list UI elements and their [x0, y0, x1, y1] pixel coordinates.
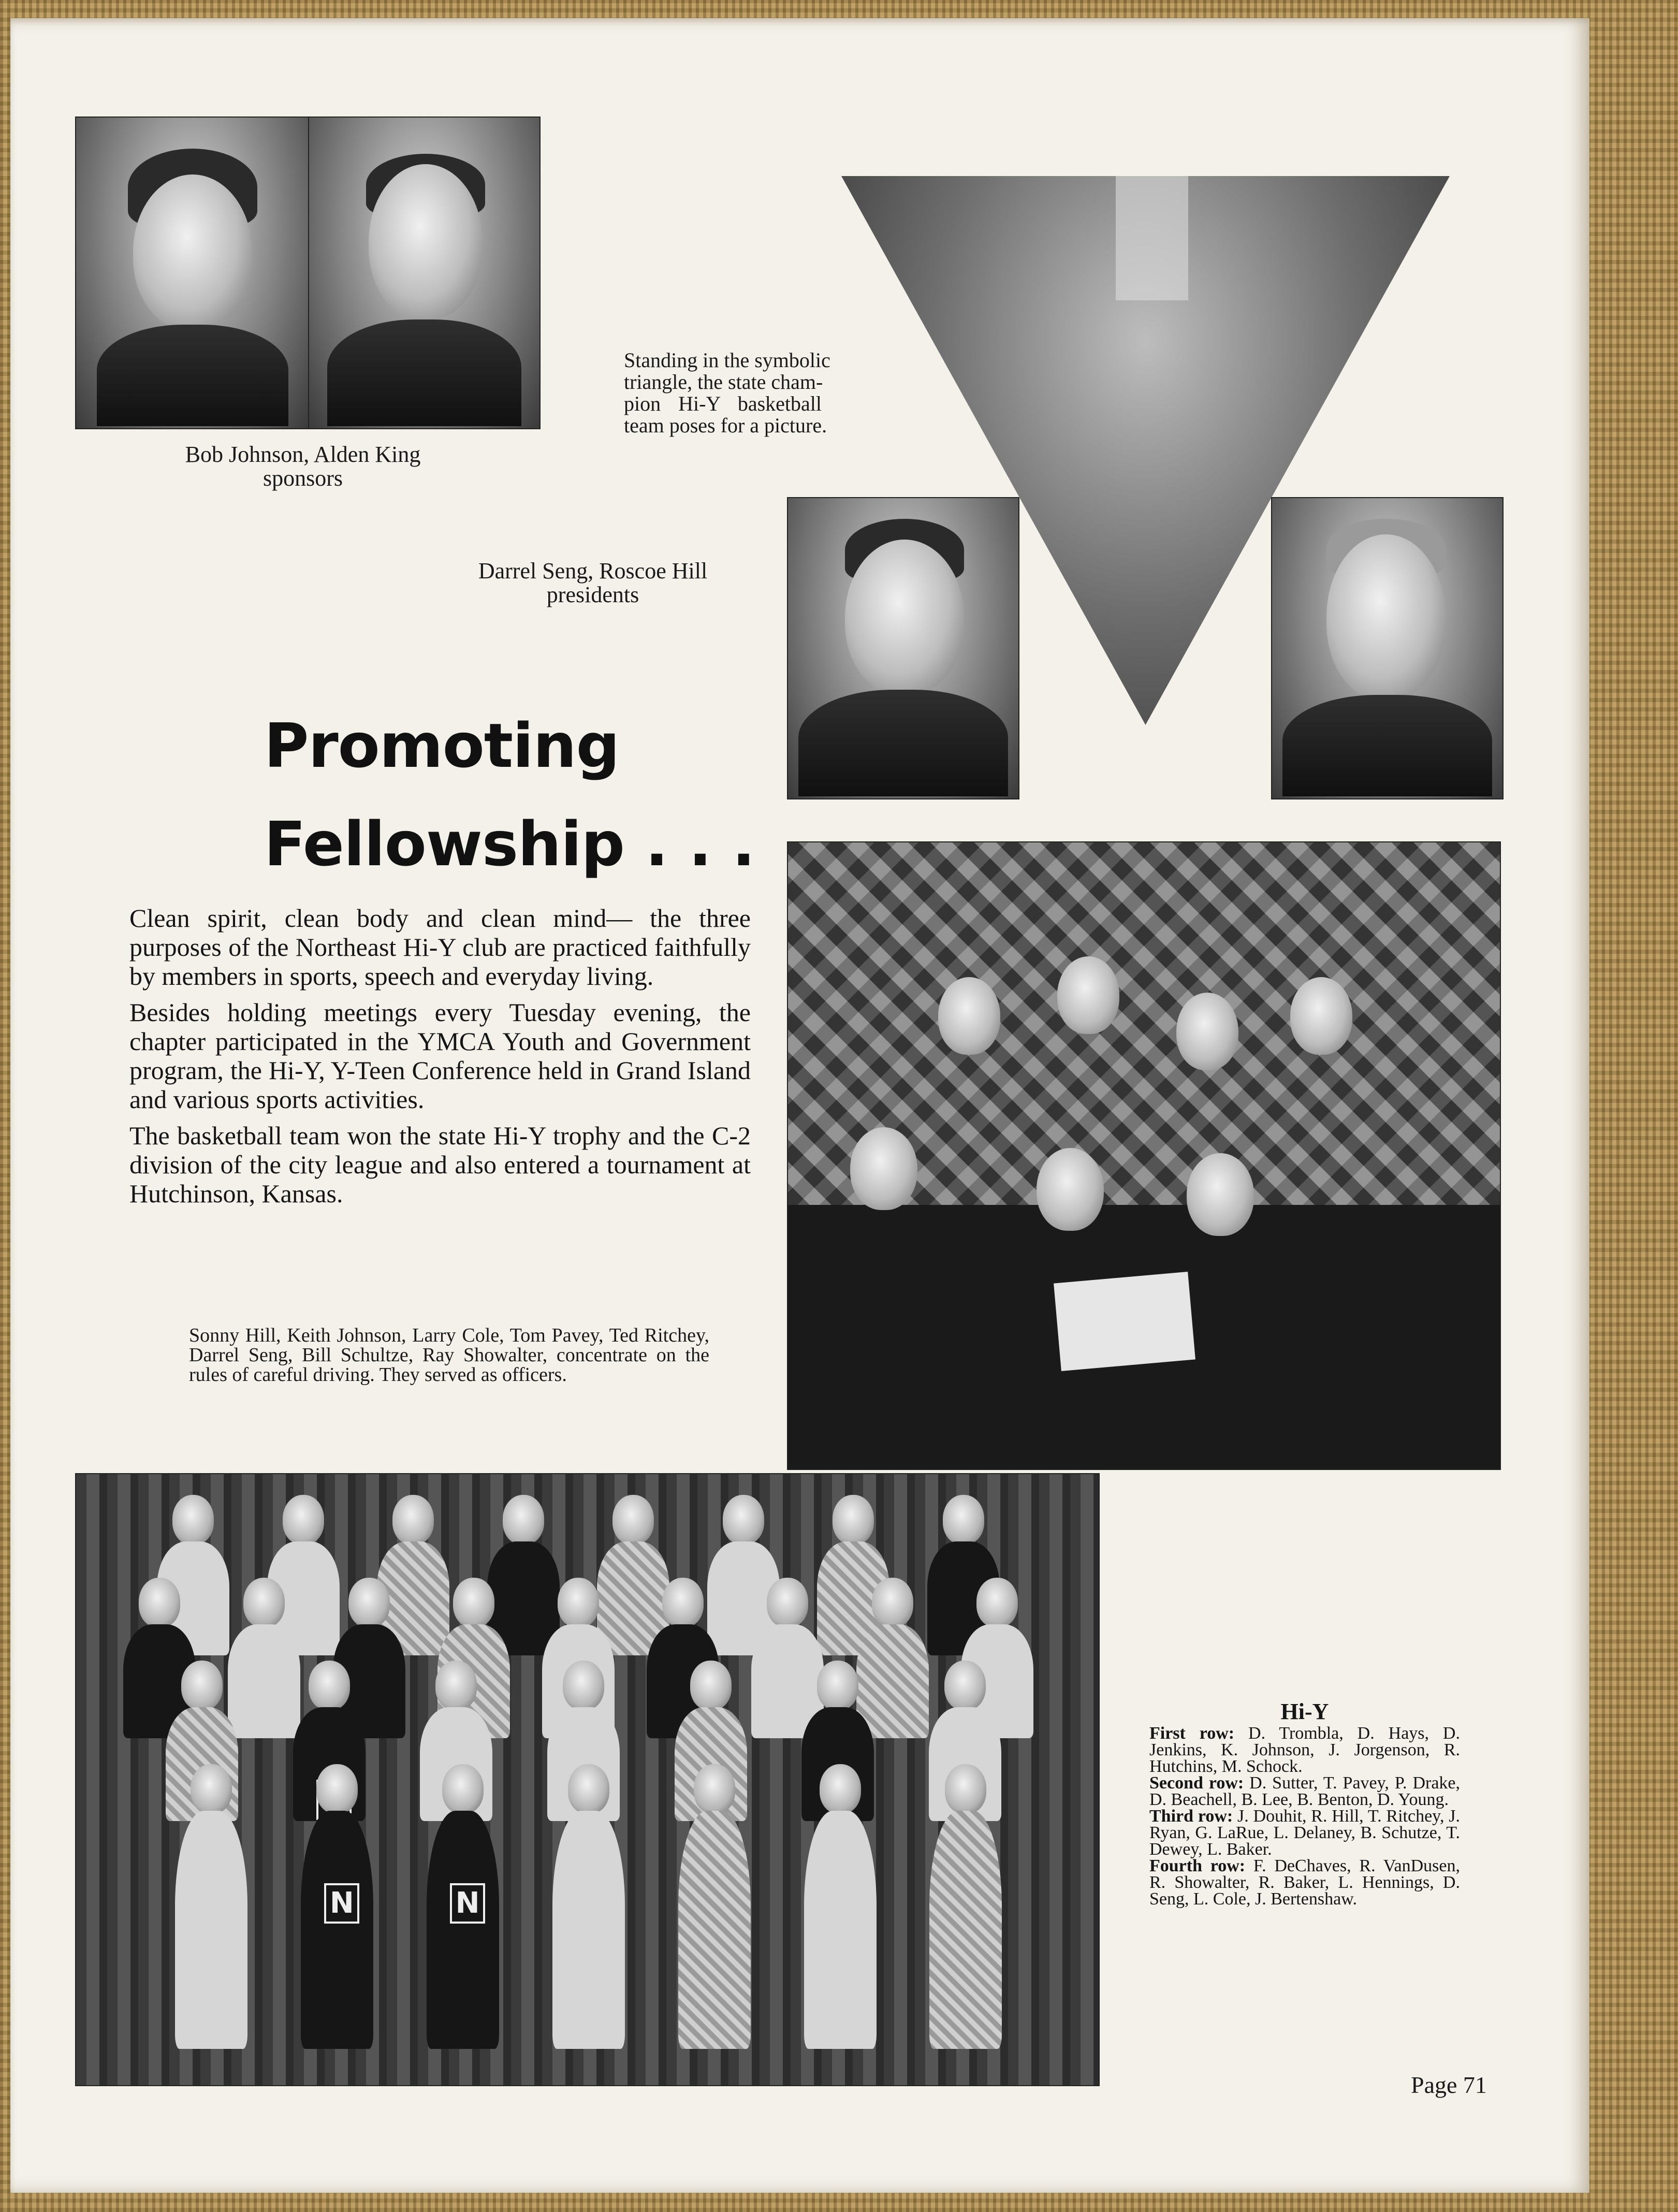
sponsors-names: Bob Johnson, Alden King — [185, 442, 421, 467]
roster-row-label: Second row: — [1149, 1773, 1244, 1793]
officers-photo — [787, 841, 1501, 1470]
president-photo-roscoe-hill — [1271, 497, 1504, 799]
sponsors-role: sponsors — [262, 465, 343, 491]
roster-row — [1149, 1858, 1460, 1908]
roster-row-names: F. DeChaves, R. VanDusen, R. Showalter, R. Baker, L. Hennings, D. Seng, L. Cole, J. Bertenshaw. — [1149, 1856, 1460, 1909]
roster-row — [1149, 1725, 1460, 1775]
roster-row-names: D. Sutter, T. Pavey, P. Drake, D. Beachell, B. Lee, B. Benton, D. Young. — [1149, 1773, 1461, 1809]
presidents-caption — [414, 559, 771, 607]
sponsor-photo-alden-king — [308, 117, 541, 429]
article-paragraph-1: Clean spirit, clean body and clean mind— the three purposes of the Northeast Hi-Y club are practiced faithfully by members in sports, speech and everyday living. — [129, 904, 751, 991]
officers-caption: Sonny Hill, Keith Johnson, Larry Cole, Tom Pavey, Ted Ritchey, Darrel Seng, Bill Schultze, Ray Showalter, concentrate on the rules of careful driving. They served as officers. — [189, 1325, 709, 1386]
article-paragraph-2: Besides holding meetings every Tuesday evening, the chapter participated in the YMCA Youth and Government program, the Hi-Y, Y-Teen Conference held in Grand Island and various sports activities. — [129, 998, 751, 1114]
n-sweater-letter: N — [450, 1883, 485, 1924]
roster-row-label: Third row: — [1149, 1807, 1233, 1826]
roster-row-label: First row: — [1149, 1724, 1235, 1743]
page-number: Page 71 — [1411, 2072, 1487, 2098]
headline-line-2: Fellowship . . . — [264, 808, 755, 880]
article-paragraph-3: The basketball team won the state Hi-Y trophy and the C-2 division of the city league and also entered a tournament at Hutchinson, Kansas. — [129, 1121, 751, 1208]
roster-row — [1149, 1775, 1460, 1808]
sponsor-photo-bob-johnson — [75, 117, 310, 429]
triangle-caption-line-2: triangle, the state cham- — [624, 370, 823, 394]
presidents-role: presidents — [546, 582, 639, 607]
presidents-names: Darrel Seng, Roscoe Hill — [478, 558, 708, 584]
headline — [264, 696, 755, 893]
president-photo-darrel-seng — [787, 497, 1019, 799]
triangle-caption-line-3: pion Hi-Y basketball — [624, 392, 822, 415]
hi-y-group-photo — [75, 1473, 1100, 2086]
roster-title: Hi-Y — [1280, 1699, 1329, 1724]
roster-row — [1149, 1808, 1460, 1858]
sponsors-caption — [122, 443, 484, 490]
yearbook-page — [10, 18, 1589, 2193]
triangle-caption-line-4: team poses for a picture. — [624, 414, 827, 437]
headline-line-1: Promoting — [264, 710, 620, 781]
n-sweater-letter: N — [324, 1883, 359, 1924]
article-body — [129, 904, 751, 1215]
roster-row-names: J. Douhit, R. Hill, T. Ritchey, J. Ryan, G. LaRue, L. Delaney, B. Schutze, T. Dewey, L. Baker. — [1149, 1807, 1461, 1859]
hi-y-roster — [1149, 1699, 1461, 1909]
group-row-first — [149, 1764, 1029, 2054]
roster-row-names: D. Trombla, D. Hays, D. Jenkins, K. Johnson, J. Jorgenson, R. Hutchins, M. Schock. — [1149, 1724, 1460, 1776]
roster-row-label: Fourth row: — [1149, 1856, 1246, 1875]
triangle-caption — [624, 350, 950, 436]
triangle-caption-line-1: Standing in the symbolic — [624, 348, 830, 372]
